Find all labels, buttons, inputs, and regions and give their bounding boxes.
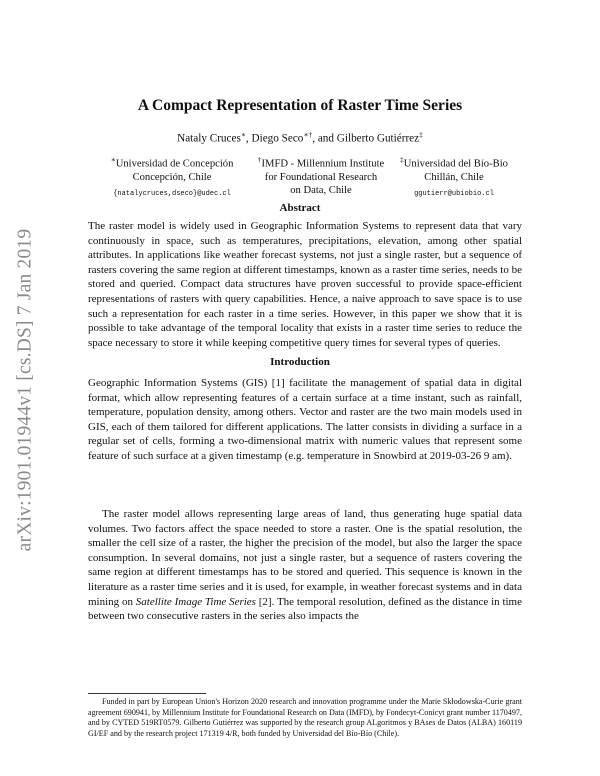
paragraph-text: [2]. The temporal resolution, defined as the distance in time between two consecutive rasters in the series also impacts the (88, 595, 522, 623)
emphasized-term: Satellite Image Time Series (135, 595, 256, 608)
author-name: Diego Seco (251, 132, 304, 145)
affiliation-line: Universidad de Concepción (115, 158, 234, 170)
funding-footnote: Funded in part by European Union's Horizon 2020 research and innovation programme under the Marie Skłodowska-Curie grant agreement 690941, by Millennium Institute for Foundational Research on Data (IMFD), by Fondecyt-Conicyt grant number 1170497, and by CYTED 519RT0579. Gilberto Gutiérrez was supported by the research group ALgoritmos y BAses de Datos (ALBA) 160119 GI/EF and by the research project 171319 4/R, both funded by Universidad del Bío-Bío (Chile). (88, 697, 522, 739)
affiliation-mark: † (257, 155, 262, 164)
footnote-divider (88, 693, 206, 694)
affiliation-line: Concepción, Chile (132, 171, 212, 183)
introduction-paragraph-2 (88, 507, 522, 624)
affiliation-line: IMFD - Millennium Institute (261, 158, 385, 170)
affiliation-ubiobio (390, 153, 518, 201)
arxiv-identifier: arXiv:1901.01944v1 [cs.DS] 7 Jan 2019 (14, 228, 35, 552)
introduction-paragraph-1: Geographic Information Systems (GIS) [1] facilitate the management of spatial data in digital format, which allow representing features of a certain surface at a time instant, such as rainfall, temperature, population density, among others. Vector and raster are the two main models used in GIS, each of them tailored for different applications. The latter consists in dividing a surface in a regular set of cells, forming a two-dimensional matrix with numeric values that represent some feature of such surface at a given timestamp (e.g. temperature in Snowbird at 2019-03-26 9 am). (88, 377, 522, 462)
affiliation-mark: ∗ (110, 155, 116, 164)
author-mark: ‡ (419, 130, 423, 139)
author-name: Nataly Cruces (177, 132, 241, 145)
affiliation-line: for Foundational Research (264, 171, 378, 183)
affiliation-imfd (246, 153, 396, 197)
affiliation-mark: ‡ (400, 155, 404, 164)
affiliation-email: {natalycruces,dseco}@udec.cl (113, 189, 231, 198)
author-name: Gilberto Gutiérrez (336, 132, 420, 145)
paragraph-text: The raster model allows representing large areas of land, thus generating huge spatial data volumes. Two factors affect the space needed to store a raster. One is the spatial resolution, the smaller the cell size of a raster, the higher the precision of the model, but also the larger the space consumption. In several domains, not just a single raster, but a sequence of rasters covering the same region at different timestamps has to be stored and queried. This sequence is known in the literature as a raster time series and it is used, for example, in weather forecast systems and in data mining on (88, 508, 522, 608)
author-mark: ∗† (303, 130, 313, 139)
author-list (0, 130, 600, 145)
paper-title: A Compact Representation of Raster Time Series (137, 97, 463, 114)
affiliation-email: ggutierr@ubiobio.cl (414, 189, 494, 198)
abstract-text: The raster model is widely used in Geographic Information Systems to represent data that vary continuously in space, such as temperatures, precipitations, elevation, among other spatial attributes. In applications like weather forecast systems, not just a single raster, but a sequence of rasters covering the same region at different timestamps, known as a raster time series, needs to be stored and queried. Compact data structures have proven successful to provide space-efficient representations of rasters with query capabilities. Hence, a naive approach to save space is to use such a representation for each raster in a time series. However, in this paper we show that it is possible to take advantage of the temporal locality that exists in a raster time series to reduce the space necessary to store it while keeping competitive query times for several types of queries. (88, 220, 522, 349)
affiliation-udec (92, 153, 252, 201)
affiliation-line: on Data, Chile (290, 184, 352, 196)
author-separator: , and (312, 132, 337, 145)
affiliation-line: Universidad del Bío-Bio (403, 158, 508, 170)
author-separator: , (245, 132, 252, 145)
introduction-heading: Introduction (270, 356, 330, 368)
abstract-heading: Abstract (279, 202, 321, 214)
author-mark: ∗ (240, 130, 246, 139)
affiliation-line: Chillán, Chile (424, 171, 484, 183)
arxiv-sidebar (10, 200, 40, 580)
